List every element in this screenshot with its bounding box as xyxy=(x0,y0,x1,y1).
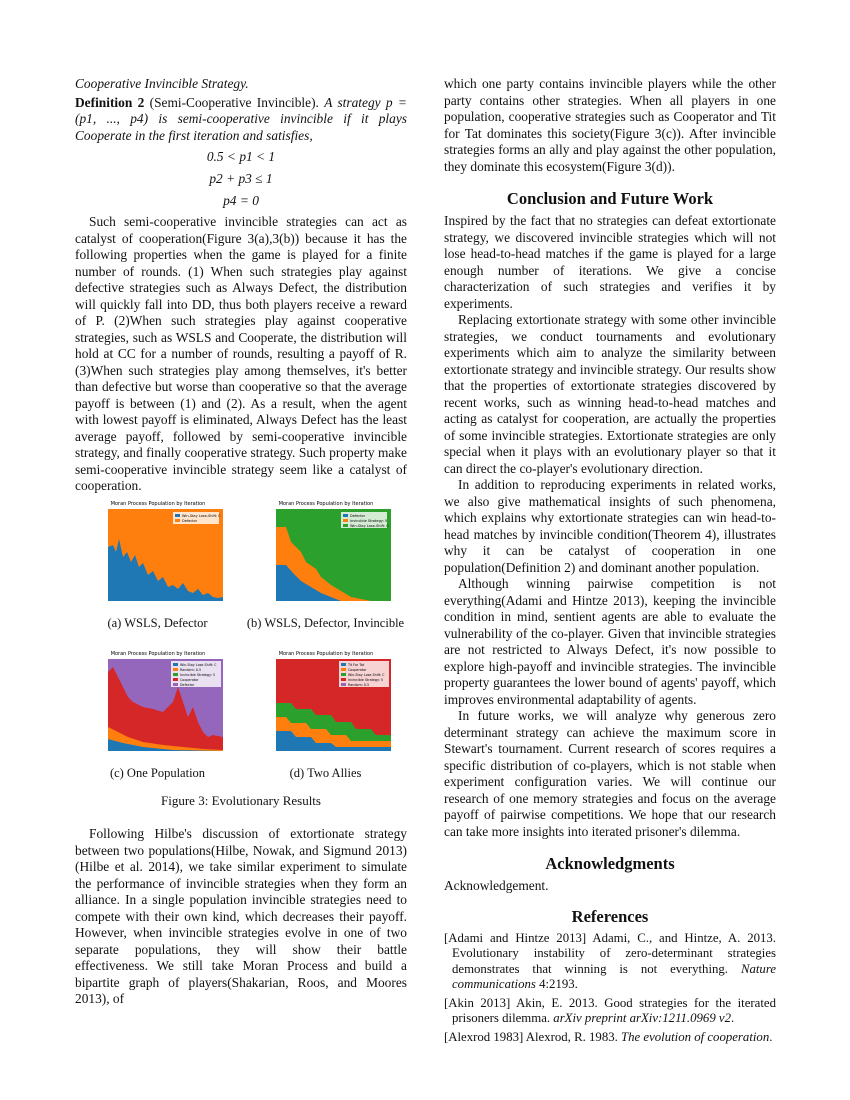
chart-c-title: Moran Process Population by Iteration xyxy=(110,651,205,657)
subfigure-a xyxy=(75,497,240,631)
heading-acknowledgments: Acknowledgments xyxy=(545,854,675,873)
definition-label: Definition 2 xyxy=(75,94,145,110)
ref2-body: Akin, E. 2013. Good strategies for the iterated prisoners dilemma. xyxy=(452,995,776,1025)
ref3-tail: . xyxy=(769,1029,773,1044)
conclusion-p3: In addition to reproducing experiments in related works, we also give mathematical insights of such phenomena, which explains why extortionate strategies can win head-to-head matches by invincible condition(Theorem 4), illustrates why it can be catalyst of cooperation in one population(Definition 2) and dominant another population. xyxy=(444,477,776,575)
ref1-body: Adami, C., and Hintze, A. 2013. Evolutionary instability of zero-determinant strategies demonstrates that winning is not everything. xyxy=(452,930,776,976)
definition-paren: (Semi-Cooperative Invincible). xyxy=(149,94,319,110)
legend-b-1: Invincible Strategy: 5 xyxy=(349,519,387,523)
legend-c-3: Cooperator xyxy=(179,678,198,682)
legend-b-2: Win-Stay Lose-Shift: C xyxy=(349,524,389,528)
chart-d-title: Moran Process Population by Iteration xyxy=(278,651,373,657)
paragraph-catalyst: Such semi-cooperative invincible strategies can act as catalyst of cooperation(Figure 3(a),3(b)) because it has the following properties when the game is played for a finite number of rounds. (1) When such strategies play against defective strategies such as Always Defect, the distribution will quickly fall into DD, thus both players receive a reward of P. (2)When such strategies play against cooperative strategies, such as WSLS and Cooperate, the distribution will hold at CC for a number of rounds, resulting a payoff of R. (3)When such strategies play among themselves, it's better than defective but worse than cooperative so that the average payoff is between (1) and (2). As a result, when the agent with lowest payoff is eliminated, Always Defect has the least average payoff, followed by semi-cooperative invincible strategy, and finally cooperative strategy. Such property make semi-cooperative invincible strategy seem like a catalyst of cooperation. xyxy=(75,214,407,493)
legend-d-2: Win-Stay Lose-Shift: C xyxy=(347,673,384,677)
heading-references: References xyxy=(571,906,649,926)
ref3-key: [Alexrod 1983] xyxy=(444,1029,524,1044)
caption-a: (a) WSLS, Defector xyxy=(107,616,208,630)
chart-b-title: Moran Process Population by Iteration xyxy=(278,501,373,507)
acknowledgement-text: Acknowledgement. xyxy=(444,878,549,893)
legend-a-0: Win-Stay Lose-Shift: C xyxy=(181,514,221,518)
ref2-journal: arXiv preprint arXiv:1211.0969 v2 xyxy=(553,1011,732,1025)
conclusion-p4: Although winning pairwise competition is not everything(Adami and Hintze 2013), keeping the invincible condition in mind, sentient agents are able to evaluate the vulnerability of the co-player. Given that invincible strategies are not restricted to Always Defect, it's now possible to explore high-payoff and invincible strategies. The invincible property guarantees the lower bound of agents' payoff, which improves environmental adaptability of agents. xyxy=(444,576,776,707)
definition-2 xyxy=(75,95,407,145)
legend-d-3: Invincible Strategy: 5 xyxy=(347,678,383,682)
left-column xyxy=(75,76,407,495)
chart-b xyxy=(251,497,401,612)
equation-1: 0.5 < p1 < 1 xyxy=(206,149,276,164)
legend-d-0: Tit For Tat xyxy=(347,663,364,667)
legend-c-2: Invincible Strategy: 5 xyxy=(179,673,215,677)
subfigure-c xyxy=(75,647,240,781)
ref3-body: Alexrod, R. 1983. xyxy=(525,1029,618,1044)
reference-list xyxy=(444,931,776,1046)
ref1-journal: Nature communications xyxy=(452,961,777,991)
section-tail: Cooperative Invincible Strategy. xyxy=(75,76,249,91)
subfigure-d xyxy=(243,647,408,781)
figure-caption: Figure 3: Evolutionary Results xyxy=(161,793,321,808)
ref1-key: [Adami and Hintze 2013] xyxy=(444,930,587,945)
legend-c-1: Random: 0.5 xyxy=(179,668,201,672)
paragraph-continued: which one party contains invincible players while the other party contains other strategies. When all players in one population, cooperative strategies such as Cooperator and Tit for Tat dominates this society(Figure 3(c)). After invincible strategies forms an ally and play against the other population, they dominate this ecosystem(Figure 3(d)). xyxy=(444,76,776,174)
ref2-key: [Akin 2013] xyxy=(444,995,511,1010)
reference-3 xyxy=(444,1030,776,1046)
chart-a xyxy=(83,497,233,612)
left-column-bottom xyxy=(75,826,407,1008)
paragraph-two-populations: Following Hilbe's discussion of extortionate strategy between two populations(Hilbe, Nowak, and Sigmund 2013)(Hilbe et al. 2014), we take similar experiment to simulate the performance of invincible strategies when they form an alliance. In a single population invincible strategies need to compete with their own kind, which decreases their payoff. However, when invincible strategies evolve in one of two separate populations, they will show their battle effectiveness. We still take Moran Process and build a bipartite graph of players(Shakarian, Roos, and Moores 2013), of xyxy=(75,826,407,1006)
definition-text: A strategy p = (p1, ..., p4) is semi-cooperative invincible if it plays Cooperate in the first iteration and satisfies, xyxy=(75,94,407,143)
legend-d-4: Random: 0.5 xyxy=(347,683,369,687)
legend-a-1: Defector xyxy=(181,519,197,523)
conclusion-p1: Inspired by the fact that no strategies can defeat extortionate strategy, we discovered invincible strategies which will not lose head-to-head matches if the game is played for a large enough number of iterations. We give a concise characterization of such strategies and verifies it by experiments. xyxy=(444,213,776,311)
conclusion-p5: In future works, we will analyze why generous zero determinant strategy can achieve the maximum score in Stewart's tournament. Current research of scores requires a specific distribution of co-players, which is not stable when experiment configuration varies. We will continue our research of one memory strategies and focus on the average payoff of pairwise competitions. We hope that our research can take more insights into iterated prisoner's dilemma. xyxy=(444,708,776,839)
conclusion-p2: Replacing extortionate strategy with some other invincible strategies, we conduct tournaments and evolutionary experiments which aim to analyze the similarity between extortionate strategy and invincible strategy. Our results show that the properties of extortionate strategies discovered by recent works, such as winning head-to-head matches and acting as catalyst for cooperation, are actually the properties of some invincible strategies. Extortionate strategies are only special when it plays with an evolutionary player so that it can direct the co-player's evolutionary direction. xyxy=(444,312,776,476)
equation-2: p2 + p3 ≤ 1 xyxy=(209,171,273,186)
reference-2 xyxy=(444,996,776,1027)
ref1-tail: 4:2193. xyxy=(539,977,578,991)
legend-b-0: Defector xyxy=(349,514,365,518)
caption-b: (b) WSLS, Defector, Invincible xyxy=(246,616,405,630)
equation-3: p4 = 0 xyxy=(223,193,259,208)
chart-d xyxy=(251,647,401,762)
ref2-tail: . xyxy=(731,1011,735,1025)
chart-a-title: Moran Process Population by Iteration xyxy=(110,501,205,507)
heading-conclusion: Conclusion and Future Work xyxy=(506,189,714,208)
caption-d: (d) Two Allies xyxy=(289,766,362,780)
caption-c: (c) One Population xyxy=(109,766,206,780)
subfigure-b xyxy=(243,497,408,631)
ref3-journal: The evolution of cooperation xyxy=(621,1029,770,1044)
legend-c-4: Defector xyxy=(179,683,194,687)
reference-1 xyxy=(444,931,776,993)
legend-d-1: Cooperator xyxy=(347,668,366,672)
chart-c xyxy=(83,647,233,762)
legend-c-0: Win-Stay Lose-Shift: C xyxy=(179,663,216,667)
right-column xyxy=(444,76,776,1045)
